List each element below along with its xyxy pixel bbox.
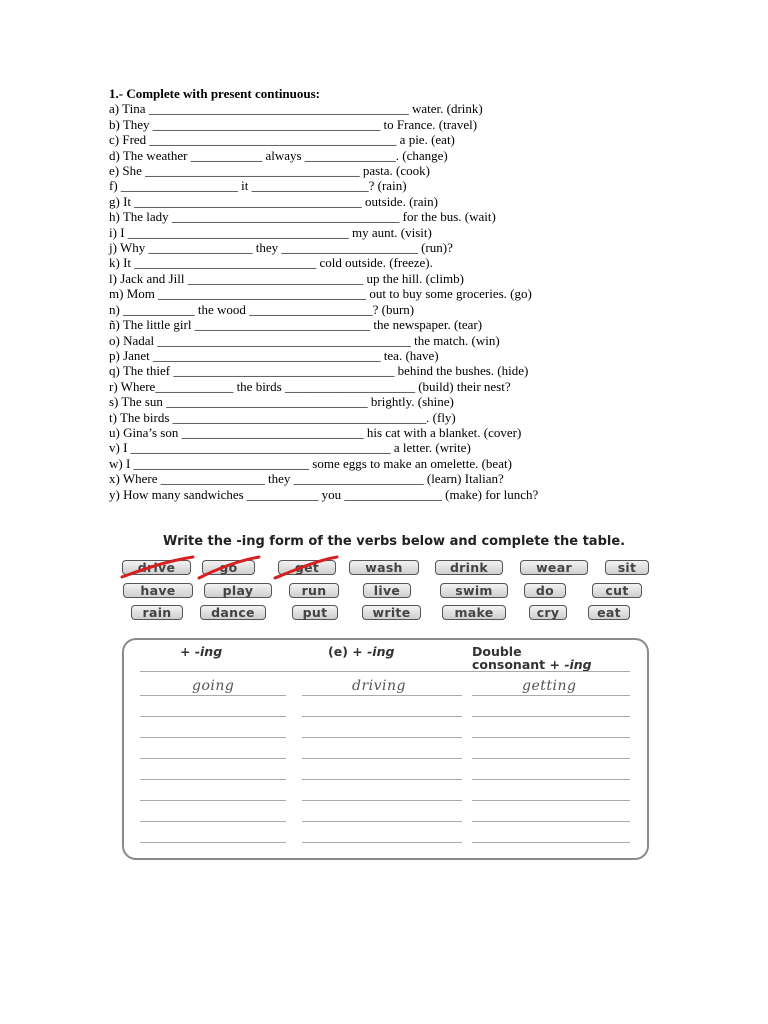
verb-label: swim <box>455 583 493 598</box>
sentence-e: e) She _________________________________ pasta. (cook) <box>109 163 430 179</box>
answer-line <box>302 758 462 759</box>
verb-label: live <box>373 583 401 598</box>
sentence-v: v) I ________________________________________ a letter. (write) <box>109 440 471 456</box>
sentence-l: l) Jack and Jill ___________________________ up the hill. (climb) <box>109 270 464 286</box>
answer-line <box>302 821 462 822</box>
sentence-b: b) They ___________________________________ to France. (travel) <box>109 116 478 132</box>
answer-line <box>140 695 286 696</box>
answer-line <box>472 695 630 696</box>
verb-chip-live <box>363 583 411 598</box>
sentence-y: y) How many sandwiches ___________ you _______________ (make) for lunch? <box>109 486 539 502</box>
answer-line <box>472 779 630 780</box>
answer-line <box>140 737 286 738</box>
verb-label: rain <box>142 605 172 620</box>
column-header-suffix: -ing <box>194 644 223 659</box>
sentence-j: j) Why ________________ they _____________________ (run)? <box>109 240 453 256</box>
verb-chip-wear <box>520 560 588 575</box>
column-header-e-ing <box>328 645 394 658</box>
verb-chip-cut <box>592 583 642 598</box>
verb-chip-go <box>202 560 255 575</box>
verb-label: get <box>294 560 320 575</box>
sentence-d: d) The weather ___________ always ______________. (change) <box>109 147 448 163</box>
verb-chip-drive <box>122 560 191 575</box>
verb-chip-run <box>289 583 339 598</box>
answer-line <box>302 842 462 843</box>
sentence-u: u) Gina’s son ____________________________ his cat with a blanket. (cover) <box>109 424 522 440</box>
verb-label: drink <box>449 560 489 575</box>
answer-table <box>122 638 649 860</box>
verb-chip-make <box>442 605 506 620</box>
verb-label: cut <box>605 583 629 598</box>
exercise-1 <box>109 86 538 502</box>
verb-label: dance <box>211 605 255 620</box>
answer-line <box>140 800 286 801</box>
verb-chip-eat <box>588 605 630 620</box>
red-strike-mark <box>273 555 339 581</box>
answer-line <box>302 737 462 738</box>
answer-line <box>302 695 462 696</box>
answer-line <box>140 821 286 822</box>
verb-label: sit <box>617 560 637 575</box>
answer-line <box>140 842 286 843</box>
verb-chip-get <box>278 560 336 575</box>
answer-line <box>472 821 630 822</box>
sentence-s: s) The sun _______________________________ brightly. (shine) <box>109 394 454 410</box>
sentence-c: c) Fred ______________________________________ a pie. (eat) <box>109 132 455 148</box>
red-strike-mark <box>197 555 261 581</box>
answer-line <box>472 842 630 843</box>
verb-label: do <box>535 583 555 598</box>
sentence-enye: ñ) The little girl ___________________________ the newspaper. (tear) <box>109 317 483 333</box>
answer-line <box>472 737 630 738</box>
example-answer-going: going <box>192 678 235 694</box>
verb-chip-sit <box>605 560 649 575</box>
verb-label: run <box>301 583 327 598</box>
sentence-a: a) Tina ________________________________________ water. (drink) <box>109 101 483 117</box>
sentence-h: h) The lady ___________________________________ for the bus. (wait) <box>109 209 496 225</box>
header-divider <box>140 671 630 672</box>
exercise-1-title: 1.- Complete with present continuous: <box>109 86 321 101</box>
column-header-line1: Double <box>472 644 522 659</box>
sentence-k: k) It ____________________________ cold outside. (freeze). <box>109 255 433 271</box>
column-header-suffix: -ing <box>367 644 395 659</box>
sentence-i: i) I __________________________________ my aunt. (visit) <box>109 224 432 240</box>
sentence-x: x) Where ________________ they ____________________ (learn) Italian? <box>109 471 504 487</box>
answer-line <box>472 800 630 801</box>
exercise-2-heading: Write the -ing form of the verbs below and complete the table. <box>163 534 626 549</box>
verb-label: wear <box>536 560 572 575</box>
verb-chip-drink <box>435 560 503 575</box>
column-header-double-consonant <box>472 645 592 671</box>
column-header-line2: consonant + <box>472 657 565 672</box>
verb-chip-cry <box>529 605 567 620</box>
column-header-ing <box>180 645 222 658</box>
column-header-prefix: (e) + <box>328 644 368 659</box>
verb-label: make <box>454 605 494 620</box>
sentence-q: q) The thief __________________________________ behind the bushes. (hide) <box>109 363 529 379</box>
answer-line <box>140 758 286 759</box>
example-answer-getting: getting <box>522 678 577 694</box>
column-header-prefix: + <box>180 644 195 659</box>
verb-chip-play <box>204 583 272 598</box>
verb-label: put <box>302 605 328 620</box>
verb-chip-dance <box>200 605 266 620</box>
answer-line <box>472 716 630 717</box>
answer-line <box>302 800 462 801</box>
verb-chip-do <box>524 583 566 598</box>
answer-line <box>472 758 630 759</box>
answer-line <box>302 716 462 717</box>
sentence-w: w) I ___________________________ some eggs to make an omelette. (beat) <box>109 455 512 471</box>
sentence-p: p) Janet ___________________________________ tea. (have) <box>109 347 439 363</box>
verb-chip-rain <box>131 605 183 620</box>
answer-line <box>140 779 286 780</box>
sentence-n: n) ___________ the wood ___________________? (burn) <box>109 301 415 317</box>
sentence-r: r) Where____________ the birds ____________________ (build) their nest? <box>109 378 511 394</box>
sentence-m: m) Mom ________________________________ out to buy some groceries. (go) <box>109 286 532 302</box>
verb-chip-have <box>123 583 193 598</box>
verb-label: go <box>219 560 238 575</box>
verb-chip-put <box>292 605 338 620</box>
verb-label: eat <box>597 605 621 620</box>
answer-line <box>140 716 286 717</box>
verb-label: have <box>140 583 176 598</box>
sentence-t: t) The birds _______________________________________. (fly) <box>109 409 456 425</box>
verb-label: cry <box>536 605 560 620</box>
verb-chip-wash <box>349 560 419 575</box>
verb-label: drive <box>137 560 176 575</box>
red-strike-mark <box>119 555 197 581</box>
column-header-suffix: -ing <box>564 657 592 672</box>
sentence-f: f) __________________ it __________________? (rain) <box>109 178 407 194</box>
example-answer-driving: driving <box>352 678 406 694</box>
verb-chip-swim <box>440 583 508 598</box>
exercise-2 <box>118 528 655 863</box>
verb-label: play <box>222 583 254 598</box>
verb-label: wash <box>365 560 403 575</box>
verb-chip-write <box>362 605 421 620</box>
sentence-o: o) Nadal _______________________________________ the match. (win) <box>109 332 500 348</box>
answer-line <box>302 779 462 780</box>
verb-label: write <box>372 605 411 620</box>
sentence-g: g) It ___________________________________ outside. (rain) <box>109 193 438 209</box>
